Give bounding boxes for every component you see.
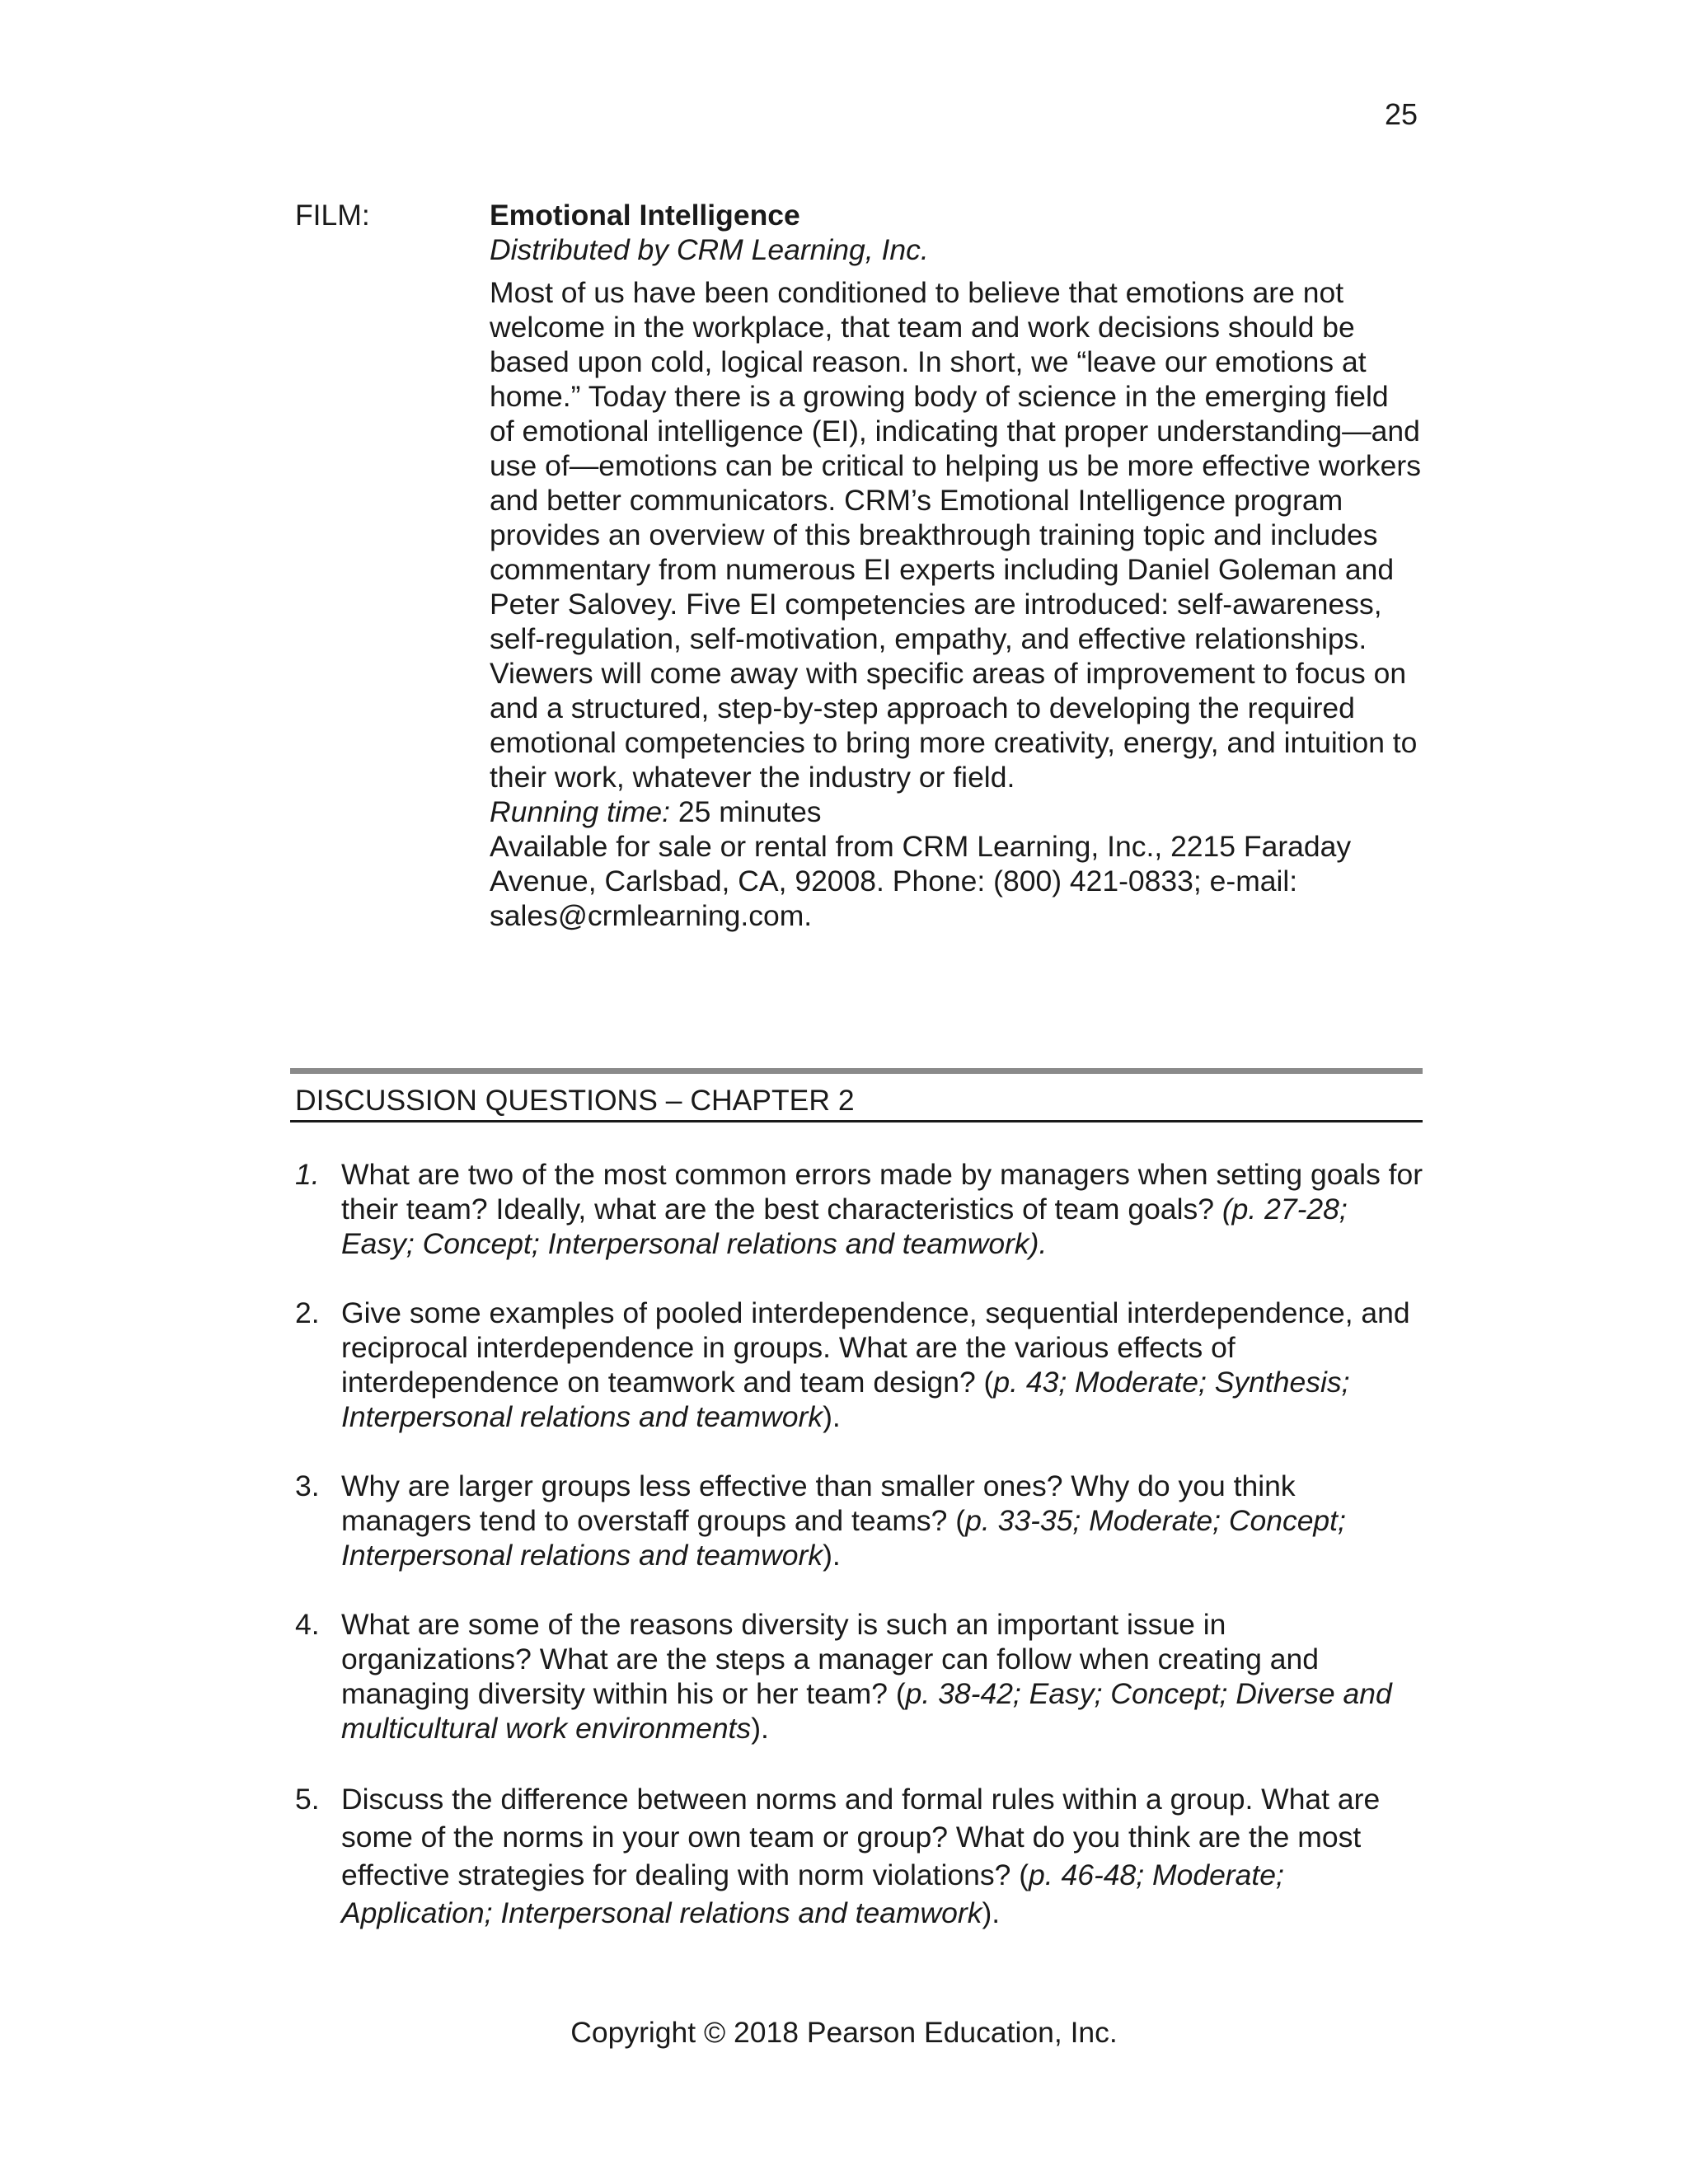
film-running-time (490, 794, 1421, 829)
question-reference: p. 33-35; Moderate; Concept; Interpersonal relations and teamwork (341, 1504, 1346, 1572)
question-text: Give some examples of pooled interdependence, sequential interdependence, and reciprocal interdependence in groups. What are the various effects of interdependence on teamwork and team design? (341, 1296, 1410, 1399)
section-heading: DISCUSSION QUESTIONS – CHAPTER 2 (295, 1084, 855, 1117)
section-top-rule (290, 1068, 1423, 1074)
question-ref-close: ). (823, 1400, 841, 1433)
question-ref-open: ( (895, 1677, 906, 1710)
film-body (490, 198, 1421, 933)
question-text: Discuss the difference between norms and formal rules within a group. What are some of the norms in your own team or group? What do you think are the most effective strategies for dealing with norm violations? (341, 1783, 1381, 1891)
question-reference: p. 38-42; Easy; Concept; Diverse and multicultural work environments (341, 1677, 1392, 1745)
running-time-label: Running time: (490, 795, 671, 828)
film-distributor: Distributed by CRM Learning, Inc. (490, 233, 929, 266)
page-number: 25 (1384, 97, 1418, 131)
question-item (295, 1296, 1424, 1434)
question-reference: (p. 27-28; Easy; Concept; Interpersonal relations and teamwork). (341, 1193, 1348, 1260)
question-number: 4. (295, 1608, 320, 1641)
question-text: What are some of the reasons diversity is such an important issue in organizations? What are the steps a manager can follow when creating and managing diversity within his or her team? (341, 1608, 1320, 1710)
question-text: Why are larger groups less effective than smaller ones? Why do you think managers tend to overstaff groups and teams? (341, 1469, 1296, 1537)
film-description: Most of us have been conditioned to believe that emotions are not welcome in the workplace, that team and work decisions should be based upon cold, logical reason. In short, we “leave our emotions at home.” Today there is a growing body of science in the emerging field of emotional intelligence (EI), indicating that proper understanding—and use of—emotions can be critical to helping us be more effective workers and better communicators. CRM’s Emotional Intelligence program provides an overview of this breakthrough training topic and includes commentary from numerous EI experts including Daniel Goleman and Peter Salovey. Five EI competencies are introduced: self-awareness, self-regulation, self-motivation, empathy, and effective relationships. Viewers will come away with specific areas of improvement to focus on and a structured, step-by-step approach to developing the required emotional competencies to bring more creativity, energy, and intuition to their work, whatever the industry or field. (490, 276, 1421, 794)
film-title: Emotional Intelligence (490, 199, 800, 232)
question-item (295, 1469, 1424, 1572)
question-ref-open: ( (983, 1366, 994, 1399)
film-availability: Available for sale or rental from CRM Learning, Inc., 2215 Faraday Avenue, Carlsbad, CA, 92008. Phone: (800) 421-0833; e-mail: sales@crmlearning.com. (490, 830, 1352, 932)
question-number: 5. (295, 1783, 320, 1816)
section-bottom-rule (290, 1120, 1423, 1122)
question-item (295, 1607, 1424, 1746)
discussion-questions-list (295, 1157, 1424, 1966)
question-ref-close: ). (751, 1712, 769, 1745)
film-label: FILM: (295, 199, 370, 232)
copyright-footer: Copyright © 2018 Pearson Education, Inc. (570, 2016, 1118, 2049)
question-reference: p. 43; Moderate; Synthesis; Interpersonal relations and teamwork (341, 1366, 1350, 1433)
question-number: 3. (295, 1469, 320, 1502)
question-ref-open: ( (955, 1504, 966, 1537)
question-number: 2. (295, 1296, 320, 1329)
question-reference: p. 46-48; Moderate; Application; Interpersonal relations and teamwork (341, 1858, 1284, 1929)
question-number: 1. (295, 1158, 320, 1191)
question-ref-close: ). (982, 1896, 1001, 1929)
question-item (295, 1780, 1424, 1932)
question-text: What are two of the most common errors made by managers when setting goals for their team? Ideally, what are the best characteristics of team goals? (341, 1158, 1423, 1226)
question-item (295, 1157, 1424, 1261)
running-time-value: 25 minutes (670, 795, 822, 828)
question-ref-open: ( (1019, 1858, 1029, 1891)
question-ref-close: ). (823, 1539, 841, 1572)
film-description-block (490, 275, 1421, 933)
